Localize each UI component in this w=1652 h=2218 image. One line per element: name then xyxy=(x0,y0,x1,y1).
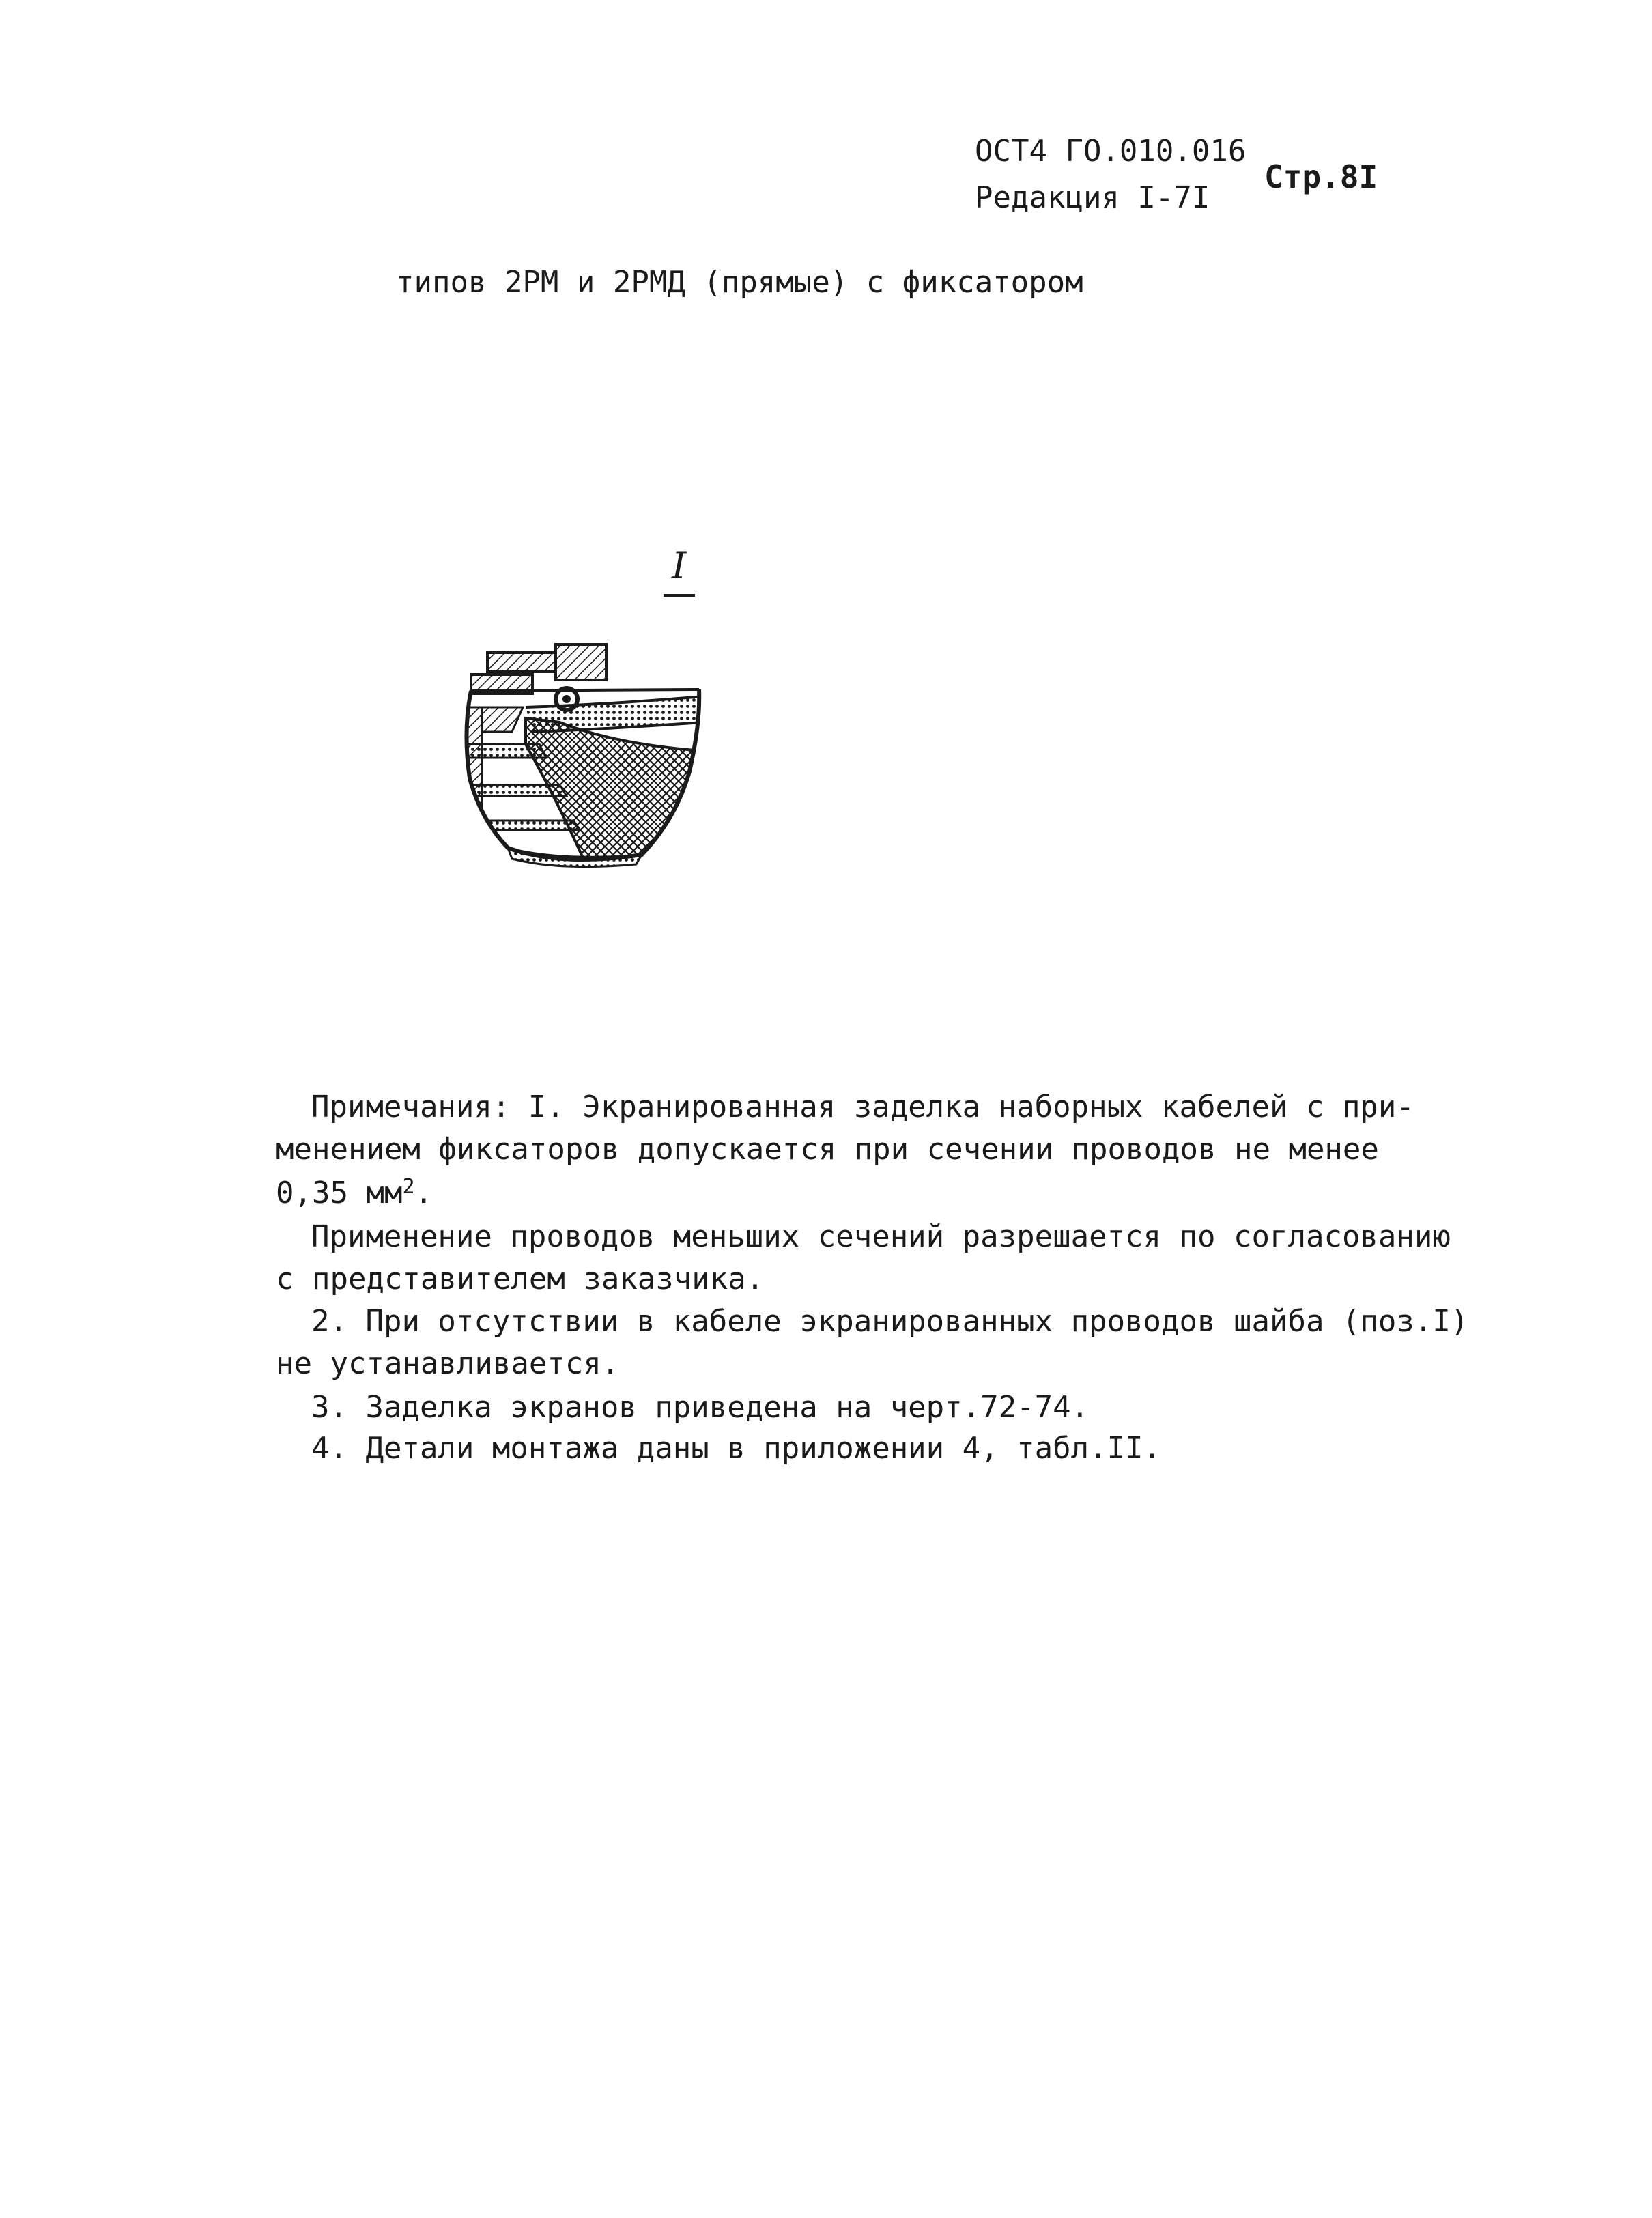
note-5: 4. Детали монтажа даны в приложении 4, табл.II. xyxy=(311,1431,1162,1466)
note-3-line-1: 2. При отсутствии в кабеле экранированных проводов шайба (поз.I) xyxy=(311,1304,1469,1339)
note-1-period: . xyxy=(414,1176,433,1210)
detail-callout-underline xyxy=(664,594,695,597)
note-1-line-3 xyxy=(276,1175,433,1210)
coupling-nut-shape xyxy=(471,644,606,694)
note-2-line-1: Применение проводов меньших сечений разрешается по согласованию xyxy=(311,1219,1451,1254)
note-3-line-2: не устанавливается. xyxy=(276,1346,620,1381)
note-1-line-1: Примечания: I. Экранированная заделка наборных кабелей с при- xyxy=(311,1090,1414,1124)
detail-callout-label: I xyxy=(672,544,687,587)
note-1-line-2: менением фиксаторов допускается при сечении проводов не менее xyxy=(276,1132,1379,1167)
section-subtitle: типов 2РМ и 2РМД (прямые) с фиксатором xyxy=(396,265,1083,300)
cable-body-section xyxy=(461,696,703,867)
connector-detail-drawing xyxy=(457,642,724,874)
page-number: Стр.8I xyxy=(1264,158,1378,195)
note-2-line-2: с представителем заказчика. xyxy=(276,1262,765,1296)
document-code: ОСТ4 ГО.010.016 xyxy=(975,134,1247,169)
edition-label: Редакция I-7I xyxy=(975,180,1210,215)
note-1-exponent: 2 xyxy=(402,1175,415,1199)
note-4: 3. Заделка экранов приведена на черт.72-74. xyxy=(311,1390,1090,1425)
note-1-value: 0,35 мм xyxy=(276,1176,403,1210)
